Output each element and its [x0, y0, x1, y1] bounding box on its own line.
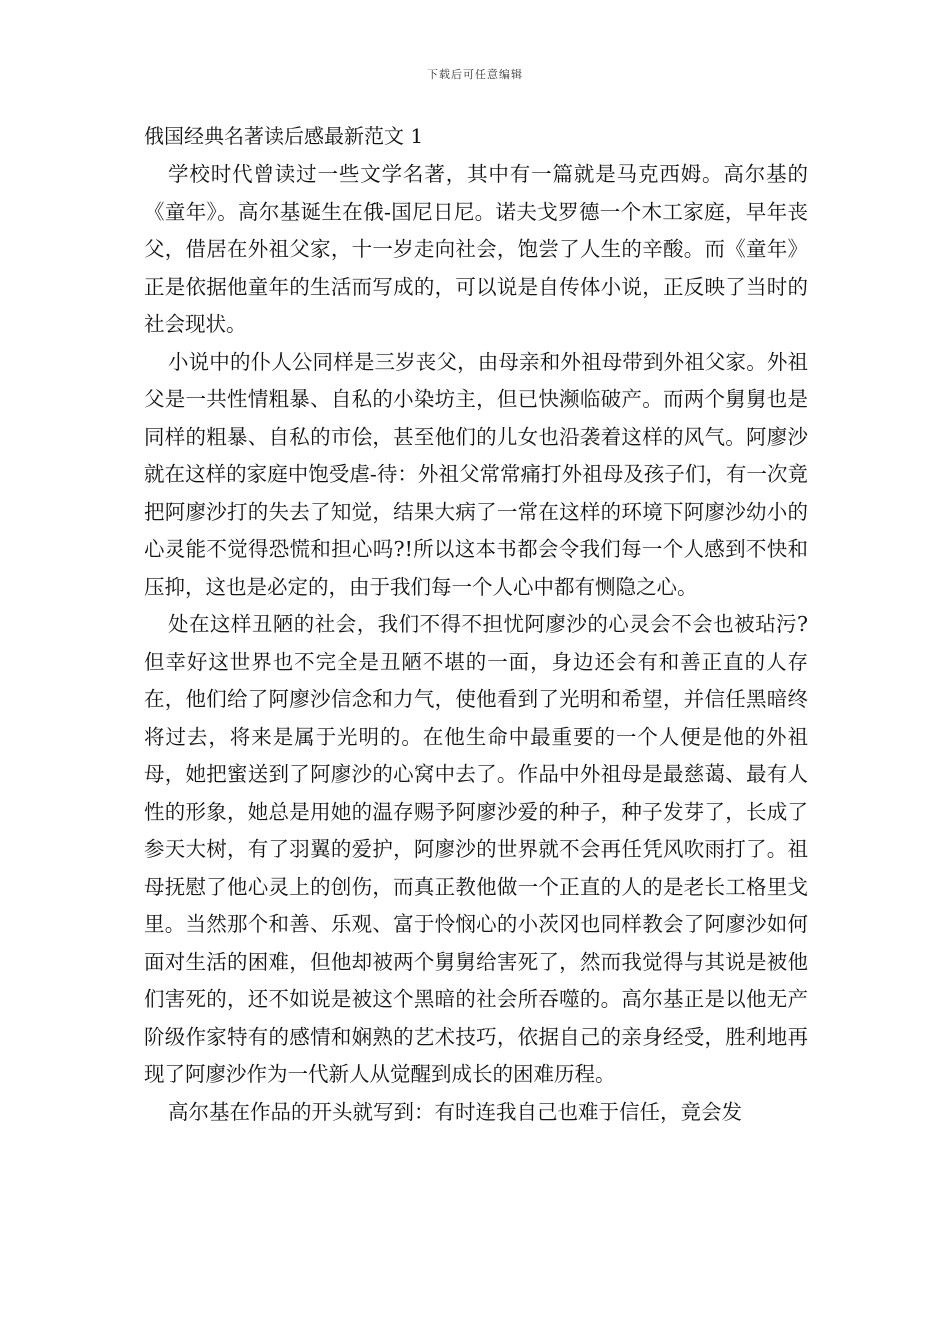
paragraph: 学校时代曾读过一些文学名著，其中有一篇就是马克西姆。高尔基的《童年》。高尔基诞生在俄-国尼日尼。诺夫戈罗德一个木工家庭，早年丧父，借居在外祖父家，十一岁走向社会，饱尝了人生的辛酸。而《童年》正是依据他童年的生活而写成的，可以说是自传体小说，正反映了当时的社会现状。 — [144, 162, 808, 336]
document-title: 俄国经典名著读后感最新范文 1 — [144, 124, 424, 148]
paragraph: 处在这样丑陋的社会，我们不得不担忧阿廖沙的心灵会不会也被玷污?但幸好这世界也不完全是丑陋不堪的一面，身边还会有和善正直的人存在，他们给了阿廖沙信念和力气，使他看到了光明和希望，并信任黑暗终将过去，将来是属于光明的。在他生命中最重要的一个人便是他的外祖母，她把蜜送到了阿廖沙的心窝中去了。作品中外祖母是最慈蔼、最有人性的形象，她总是用她的温存赐予阿廖沙爱的种子，种子发芽了，长成了参天大树，有了羽翼的爱护，阿廖沙的世界就不会再任凭风吹雨打了。祖母抚慰了他心灵上的创伤，而真正教他做一个正直的人的是老长工格里戈里。当然那个和善、乐观、富于怜悯心的小茨冈也同样教会了阿廖沙如何面对生活的困难，但他却被两个舅舅给害死了，然而我觉得与其说是被他们害死的，还不如说是被这个黑暗的社会所吞噬的。高尔基正是以他无产阶级作家特有的感情和娴熟的艺术技巧，依据自己的亲身经受，胜利地再现了阿廖沙作为一代新人从觉醒到成长的困难历程。 — [144, 612, 808, 1086]
paragraph: 小说中的仆人公同样是三岁丧父，由母亲和外祖母带到外祖父家。外祖父是一共性情粗暴、自私的小染坊主，但已快濒临破产。而两个舅舅也是同样的粗暴、自私的市侩，甚至他们的儿女也沿袭着这样的风气。阿廖沙就在这样的家庭中饱受虐-待：外祖父常常痛打外祖母及孩子们，有一次竟把阿廖沙打的失去了知觉，结果大病了一常在这样的环境下阿廖沙幼小的心灵能不觉得恐慌和担心吗?!所以这本书都会令我们每一个人感到不快和压抑，这也是必定的，由于我们每一个人心中都有恻隐之心。 — [144, 349, 808, 599]
page-header: 下载后可任意编辑 — [427, 68, 523, 81]
document-body — [144, 156, 808, 1131]
paragraph: 高尔基在作品的开头就写到：有时连我自己也难于信任，竟会发 — [168, 1099, 742, 1124]
